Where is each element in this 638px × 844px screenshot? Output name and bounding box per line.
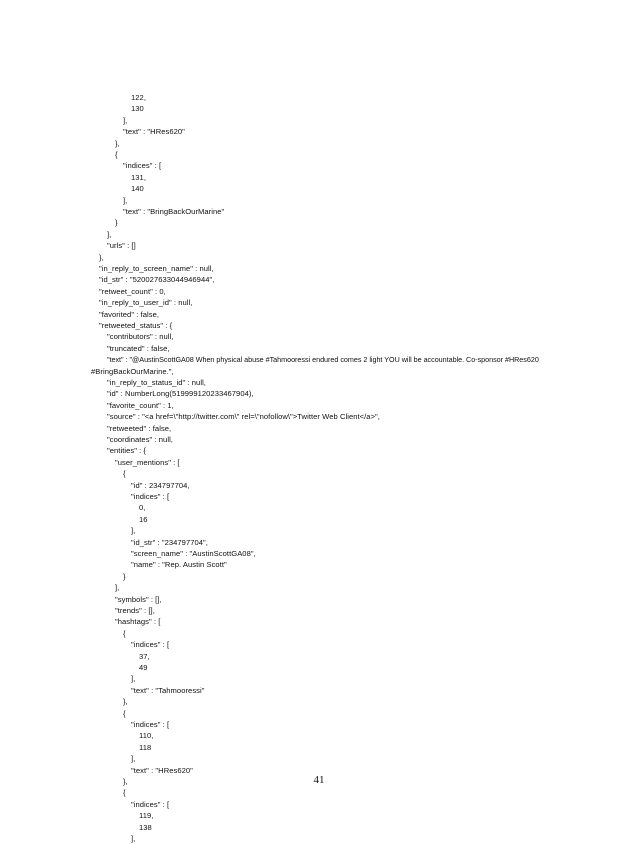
- code-line: {: [123, 708, 126, 718]
- code-line: {: [115, 150, 118, 159]
- code-line: "indices" : [: [131, 492, 170, 501]
- code-line: "id" : 234797704,: [131, 480, 190, 490]
- code-line: ],: [131, 526, 136, 536]
- code-line: "entities" : {: [107, 446, 147, 456]
- code-line: {: [123, 628, 126, 638]
- code-line: "id" : NumberLong(519999120233467904),: [107, 389, 254, 399]
- code-line: "contributors" : null,: [107, 332, 174, 342]
- code-line: "retweeted_status" : {: [99, 321, 173, 330]
- code-line: 131,: [131, 172, 146, 182]
- code-line: "favorite_count" : 1,: [107, 400, 174, 410]
- code-line: "coordinates" : null,: [107, 435, 173, 444]
- code-line: 122,: [131, 93, 146, 102]
- code-line: 16: [139, 514, 148, 524]
- code-line: 119,: [139, 811, 154, 821]
- code-line: "retweet_count" : 0,: [99, 286, 166, 296]
- code-line: "in_reply_to_status_id" : null,: [107, 378, 206, 387]
- page-number: 41: [313, 774, 325, 786]
- code-line: "text" : "BringBackOurMarine": [123, 207, 225, 216]
- code-line: "symbols" : [],: [115, 594, 162, 604]
- code-line: #BringBackOurMarine.",: [91, 366, 174, 376]
- code-line: "trends" : [],: [115, 606, 155, 615]
- code-line: "source" : "<a href=\"http://twitter.com\" rel=\"nofollow\">Twitter Web Client</a>",: [107, 412, 380, 422]
- code-line: "name" : "Rep. Austin Scott": [131, 560, 227, 570]
- code-line: ],: [131, 674, 136, 684]
- code-line: },: [123, 697, 128, 707]
- code-line: {: [123, 469, 126, 479]
- code-line: ],: [123, 195, 128, 205]
- code-line: "favorited" : false,: [99, 309, 159, 319]
- code-line: {: [123, 788, 126, 798]
- code-line: 110,: [139, 731, 154, 741]
- code-line: "text" : "Tahmooressi": [131, 685, 205, 695]
- code-line: "user_mentions" : [: [115, 457, 180, 467]
- code-line: "retweeted" : false,: [107, 423, 172, 433]
- code-line: },: [123, 777, 128, 786]
- code-line: "in_reply_to_user_id" : null,: [99, 298, 193, 308]
- code-line: },: [115, 138, 120, 148]
- code-line: }: [123, 571, 126, 581]
- code-line: ],: [123, 115, 128, 125]
- code-line: "indices" : [: [131, 720, 170, 729]
- code-line: "indices" : [: [123, 161, 162, 171]
- code-line: 49: [139, 663, 148, 672]
- code-line: "in_reply_to_screen_name" : null,: [99, 264, 214, 273]
- code-line: "id_str" : "520027633044946944",: [99, 275, 215, 285]
- code-line: "hashtags" : [: [115, 617, 161, 627]
- code-line: 140: [131, 184, 144, 194]
- code-line: 37,: [139, 651, 150, 661]
- code-line: "text" : "HRes620": [131, 765, 193, 775]
- code-line: "screen_name" : "AustinScottGA08",: [131, 549, 256, 558]
- code-line: "text" : "@AustinScottGA08 When physical abuse #Tahmooressi endured comes 2 light YOU will be accountable. Co-sponsor #HRes620: [107, 355, 539, 365]
- code-line: ],: [131, 754, 136, 764]
- code-line: ],: [115, 583, 120, 593]
- code-line: "indices" : [: [131, 799, 170, 809]
- code-line: ],: [131, 834, 136, 843]
- code-line: 130: [131, 104, 144, 114]
- code-line: "text" : "HRes620": [123, 127, 185, 137]
- code-line: ],: [107, 229, 112, 239]
- code-line: }: [115, 218, 118, 228]
- code-line: 118: [139, 742, 152, 752]
- code-line: "truncated" : false,: [107, 343, 170, 353]
- code-line: },: [99, 252, 104, 262]
- code-line: 138: [139, 822, 152, 832]
- code-line: "urls" : []: [107, 241, 136, 251]
- code-line: "indices" : [: [131, 640, 170, 650]
- code-line: "id_str" : "234797704",: [131, 537, 208, 547]
- code-line: 0,: [139, 503, 146, 513]
